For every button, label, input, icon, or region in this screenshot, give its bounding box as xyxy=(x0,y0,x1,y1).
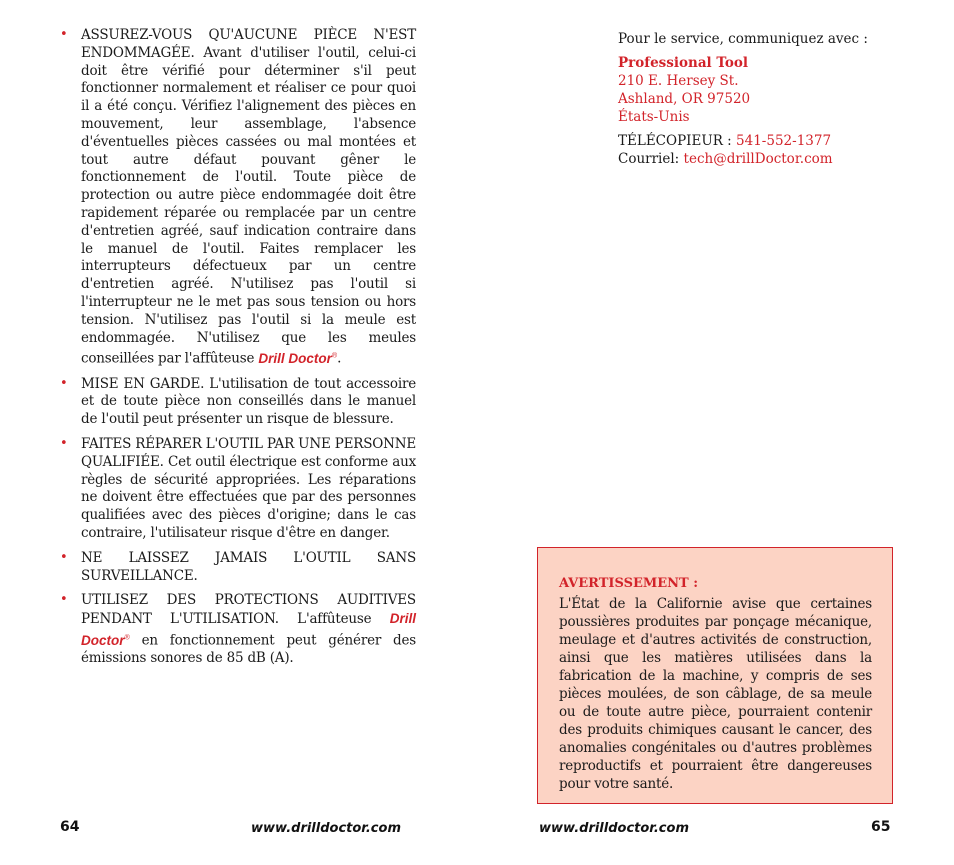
safety-bullet xyxy=(60,550,416,586)
safety-bullet xyxy=(60,376,416,429)
left-page-bullets xyxy=(60,27,416,675)
registered-mark: ® xyxy=(124,634,130,641)
bullet-marker: • xyxy=(60,375,68,391)
registered-mark: ® xyxy=(331,352,338,360)
bullet-text: NE LAISSEZ JAMAIS L'OUTIL SANS SURVEILLANCE. xyxy=(81,549,416,584)
fax-label: TÉLÉCOPIEUR : xyxy=(618,133,737,149)
california-warning-box xyxy=(537,547,893,804)
company-name: Professional Tool xyxy=(618,55,749,71)
warning-text: L'État de la Californie avise que certaines poussières produites par ponçage mécanique, meulage et d'autres activités de construction, ainsi que les matières utilisées dans la fabrication de la machine, y compris de ses pièces moulées, de son câblage, de sa meule ou de toute autre pièce, pourraient contenir des produits chimiques causant le cancer, des anomalies congénitales ou d'autres problèmes reproductifs et pourraient être dangereuses pour votre santé. xyxy=(559,596,872,792)
brand-drill-doctor: Drill Doctor® xyxy=(81,611,416,648)
bullet-marker: • xyxy=(60,549,68,565)
bullet-marker: • xyxy=(60,27,68,42)
email-row xyxy=(618,150,918,168)
fax-row xyxy=(618,132,918,150)
safety-bullet xyxy=(60,27,416,369)
safety-bullet xyxy=(60,436,416,543)
bullet-text: MISE EN GARDE. L'utilisation de tout accessoire et de toute pièce non conseillés dans le manuel de l'outil peut présenter un risque de blessure. xyxy=(81,375,416,428)
service-contact xyxy=(618,30,918,168)
bullet-marker: • xyxy=(60,592,68,608)
warning-title: AVERTISSEMENT : xyxy=(559,576,699,591)
safety-bullet xyxy=(60,592,416,668)
bullet-text: UTILISEZ DES PROTECTIONS AUDITIVES PENDANT L'UTILISATION. L'affûteuse xyxy=(81,592,416,628)
bullet-text: ASSUREZ-VOUS QU'AUCUNE PIÈCE N'EST ENDOMMAGÉE. Avant d'utiliser l'outil, celui-ci doit être vérifié pour déterminer s'il peut fonctionner normalement et réaliser ce pour quoi il a été conçu. Vérifiez l'alignement des pièces en mouvement, leur assemblage, l'absence d'éventuelles pièces cassées ou mal montées et tout autre défaut pouvant gêner le fonctionnement de l'outil. Toute pièce de protection ou autre pièce endommagée doit être rapidement réparée ou remplacée par un centre d'entretien agréé, sauf indication contraire dans le manuel de l'outil. Faites remplacer les interrupteurs défectueux par un centre d'entretien agréé. N'utilisez pas l'outil si l'interrupteur ne le met pas sous tension ou hors tension. N'utilisez pas l'outil si la meule est endommagée. N'utilisez que les meules conseillées par l'affûteuse xyxy=(81,27,416,367)
bullet-text: en fonctionnement peut générer des émissions sonores de 85 dB (A). xyxy=(81,632,416,667)
address-line-1: 210 E. Hersey St. xyxy=(618,73,739,89)
brand-drill-doctor: Drill Doctor® xyxy=(258,350,338,366)
address-country: États-Unis xyxy=(618,109,690,125)
footer-url-right[interactable]: www.drilldoctor.com xyxy=(539,821,689,836)
bullet-marker: • xyxy=(60,436,68,452)
page-number-right: 65 xyxy=(871,819,891,835)
bullet-text: . xyxy=(337,350,342,367)
email-link[interactable]: tech@drillDoctor.com xyxy=(683,151,833,167)
page-number-left: 64 xyxy=(60,819,80,835)
footer-url-left[interactable]: www.drilldoctor.com xyxy=(251,821,401,836)
bullet-text: FAITES RÉPARER L'OUTIL PAR UNE PERSONNE QUALIFIÉE. Cet outil électrique est conforme aux règles de sécurité appropriées. Les réparations ne doivent être effectuées que par des personnes qualifiées avec des pièces d'origine; dans le cas contraire, l'utilisateur risque d'être en danger. xyxy=(81,436,416,542)
email-label: Courriel: xyxy=(618,151,684,167)
service-intro: Pour le service, communiquez avec : xyxy=(618,31,868,47)
address-line-2: Ashland, OR 97520 xyxy=(618,91,751,107)
fax-number: 541-552-1377 xyxy=(736,133,832,149)
